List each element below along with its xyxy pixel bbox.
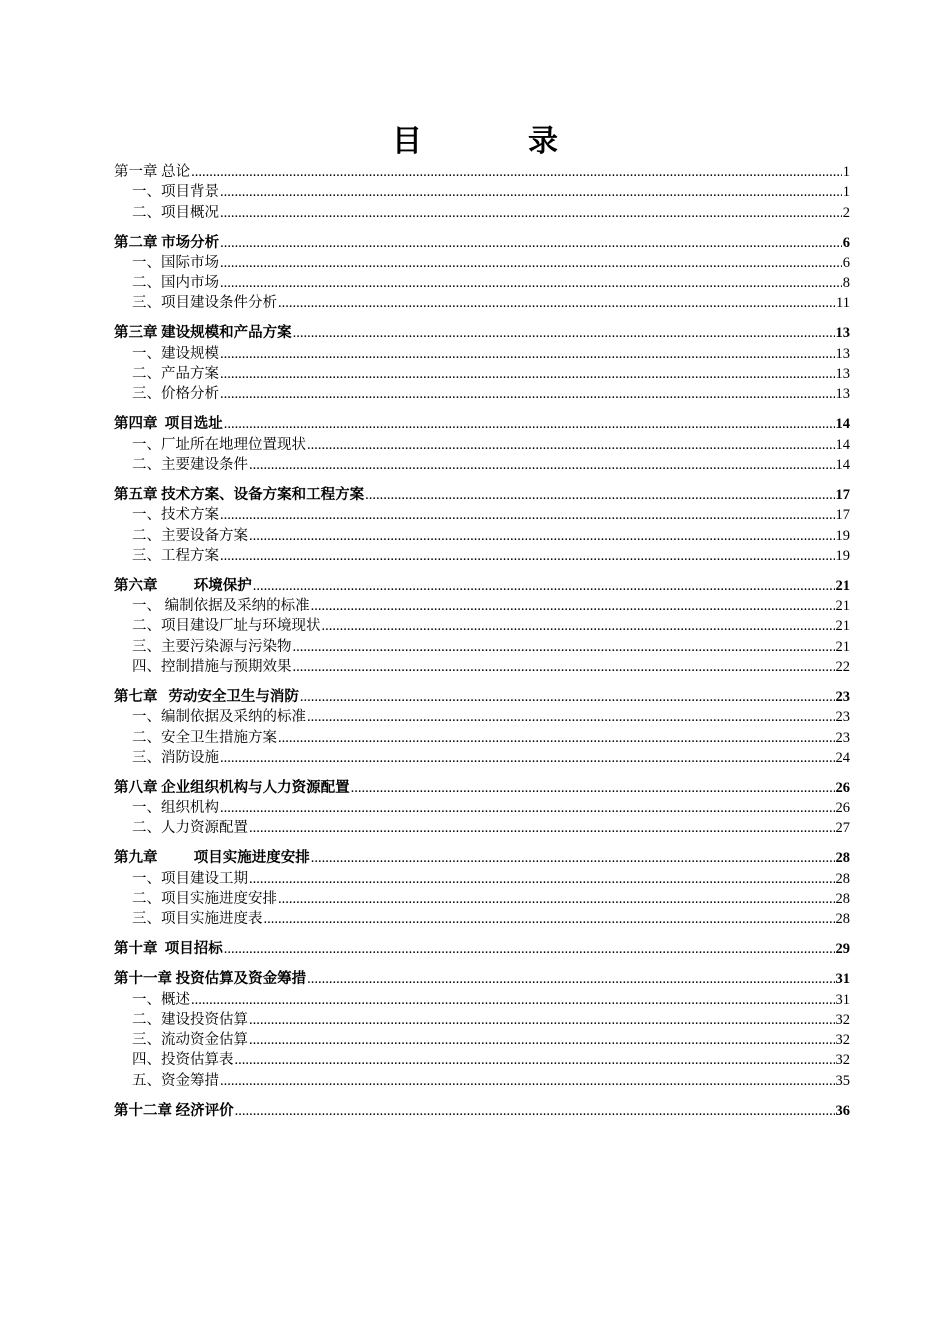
toc-page-number: 19	[835, 547, 850, 564]
toc-leader-dots	[220, 253, 842, 273]
toc-section-entry[interactable]	[114, 364, 850, 384]
toc-entry-label: 第九章 项目实施进度安排	[114, 850, 310, 867]
toc-page-number: 1	[842, 164, 850, 180]
toc-section-entry[interactable]	[114, 728, 850, 748]
toc-page-number: 13	[835, 386, 850, 403]
toc-entry-label: 第四章 项目选址	[114, 416, 223, 433]
toc-section-entry[interactable]	[114, 546, 850, 566]
toc-entry-label: 三、价格分析	[132, 386, 219, 403]
toc-entry-label: 第十一章 投资估算及资金筹措	[114, 971, 307, 988]
toc-leader-dots	[249, 818, 835, 838]
toc-section-entry[interactable]	[114, 990, 850, 1010]
toc-entry-label: 二、产品方案	[132, 366, 219, 383]
toc-entry-label: 一、厂址所在地理位置现状	[132, 436, 306, 453]
toc-leader-dots	[278, 728, 835, 748]
toc-section-entry[interactable]	[114, 748, 850, 768]
toc-section-entry[interactable]	[114, 384, 850, 404]
toc-entry-label: 二、人力资源配置	[132, 820, 248, 837]
toc-leader-dots	[235, 1101, 835, 1121]
toc-entry-label: 一、项目背景	[132, 184, 219, 201]
toc-entry-label: 三、项目实施进度表	[132, 911, 263, 928]
toc-leader-dots	[293, 323, 835, 343]
toc-leader-dots	[311, 596, 835, 616]
toc-page-number: 23	[835, 709, 850, 726]
toc-leader-dots	[307, 969, 834, 989]
toc-page-number: 21	[835, 638, 850, 655]
toc-page-number: 29	[835, 941, 850, 958]
toc-entry-label: 五、资金筹措	[132, 1072, 219, 1089]
toc-page-number: 11	[836, 295, 850, 312]
toc-leader-dots	[220, 203, 842, 223]
toc-entry-label: 一、项目建设工期	[132, 870, 248, 887]
toc-page-number: 19	[835, 527, 850, 544]
toc-entry-label: 四、投资估算表	[132, 1052, 234, 1069]
toc-page-number: 1	[842, 184, 850, 201]
toc-page-number: 23	[835, 729, 850, 746]
toc-entry-label: 四、控制措施与预期效果	[132, 658, 292, 675]
toc-leader-dots	[220, 344, 835, 364]
toc-page-number: 17	[835, 486, 850, 503]
table-of-contents	[114, 162, 850, 1121]
toc-page-number: 31	[835, 991, 850, 1008]
toc-page-number: 6	[842, 254, 850, 271]
toc-page-number: 28	[835, 911, 850, 928]
toc-page-number: 6	[842, 234, 850, 251]
toc-page-number: 28	[835, 870, 850, 887]
toc-page-number: 32	[835, 1052, 850, 1069]
toc-entry-label: 二、国内市场	[132, 275, 219, 292]
toc-leader-dots	[278, 293, 835, 313]
toc-page-number: 26	[835, 779, 850, 796]
toc-chapter-entry[interactable]	[114, 939, 850, 959]
toc-entry-label: 二、安全卫生措施方案	[132, 729, 277, 746]
toc-entry-label: 第十二章 经济评价	[114, 1102, 234, 1119]
toc-leader-dots	[307, 435, 835, 455]
toc-chapter-entry[interactable]	[114, 576, 850, 596]
toc-entry-label: 第七章 劳动安全卫生与消防	[114, 688, 299, 705]
toc-section-entry[interactable]	[114, 344, 850, 364]
toc-chapter-entry[interactable]	[114, 162, 850, 182]
toc-entry-label: 一、概述	[132, 991, 190, 1008]
toc-section-entry[interactable]	[114, 798, 850, 818]
toc-leader-dots	[293, 637, 835, 657]
toc-entry-label: 第三章 建设规模和产品方案	[114, 325, 292, 342]
toc-entry-label: 二、建设投资估算	[132, 1011, 248, 1028]
toc-entry-label: 三、流动资金估算	[132, 1032, 248, 1049]
toc-leader-dots	[253, 576, 835, 596]
toc-leader-dots	[249, 526, 835, 546]
page-title: 目 录	[392, 124, 596, 159]
toc-section-entry[interactable]	[114, 818, 850, 838]
toc-leader-dots	[191, 990, 835, 1010]
toc-entry-label: 一、编制依据及采纳的标准	[132, 709, 306, 726]
toc-leader-dots	[220, 546, 835, 566]
toc-entry-label: 一、技术方案	[132, 507, 219, 524]
toc-page-number: 31	[835, 971, 850, 988]
toc-entry-label: 一、国际市场	[132, 254, 219, 271]
toc-chapter-entry[interactable]	[114, 233, 850, 253]
toc-chapter-entry[interactable]	[114, 848, 850, 868]
toc-chapter-entry[interactable]	[114, 969, 850, 989]
toc-leader-dots	[249, 869, 835, 889]
toc-entry-label: 三、工程方案	[132, 547, 219, 564]
toc-leader-dots	[224, 939, 835, 959]
toc-page-number: 13	[835, 345, 850, 362]
toc-section-entry[interactable]	[114, 253, 850, 273]
toc-leader-dots	[220, 505, 835, 525]
toc-leader-dots	[365, 485, 834, 505]
toc-entry-label: 一、建设规模	[132, 345, 219, 362]
toc-leader-dots	[220, 384, 835, 404]
toc-entry-label: 第二章 市场分析	[114, 234, 220, 251]
toc-page-number: 32	[835, 1011, 850, 1028]
toc-entry-label: 第六章 环境保护	[114, 577, 252, 594]
toc-leader-dots	[249, 1010, 835, 1030]
toc-page-number: 21	[835, 618, 850, 635]
toc-page-number: 2	[842, 204, 850, 221]
toc-leader-dots	[278, 889, 835, 909]
toc-leader-dots	[191, 162, 842, 182]
toc-entry-label: 第八章 企业组织机构与人力资源配置	[114, 779, 350, 796]
toc-entry-label: 一、组织机构	[132, 800, 219, 817]
toc-entry-label: 三、项目建设条件分析	[132, 295, 277, 312]
toc-page-number: 21	[835, 598, 850, 615]
toc-page-number: 35	[835, 1072, 850, 1089]
toc-entry-label: 第十章 项目招标	[114, 941, 223, 958]
toc-entry-label: 二、主要设备方案	[132, 527, 248, 544]
toc-section-entry[interactable]	[114, 1010, 850, 1030]
toc-section-entry[interactable]	[114, 657, 850, 677]
toc-section-entry[interactable]	[114, 455, 850, 475]
toc-page-number: 23	[835, 688, 850, 705]
toc-section-entry[interactable]	[114, 435, 850, 455]
toc-entry-label: 第一章 总论	[114, 164, 191, 180]
toc-chapter-entry[interactable]	[114, 414, 850, 434]
toc-section-entry[interactable]	[114, 526, 850, 546]
toc-entry-label: 三、消防设施	[132, 749, 219, 766]
toc-page-number: 24	[835, 749, 850, 766]
toc-entry-label: 二、项目概况	[132, 204, 219, 221]
toc-page-number: 14	[835, 416, 850, 433]
toc-leader-dots	[300, 687, 835, 707]
toc-leader-dots	[220, 233, 842, 253]
toc-section-entry[interactable]	[114, 203, 850, 223]
toc-entry-label: 二、主要建设条件	[132, 456, 248, 473]
toc-leader-dots	[220, 748, 835, 768]
toc-section-entry[interactable]	[114, 596, 850, 616]
toc-section-entry[interactable]	[114, 505, 850, 525]
toc-leader-dots	[220, 273, 842, 293]
toc-chapter-entry[interactable]	[114, 323, 850, 343]
toc-section-entry[interactable]	[114, 637, 850, 657]
toc-page-number: 27	[835, 820, 850, 837]
toc-section-entry[interactable]	[114, 1030, 850, 1050]
toc-leader-dots	[235, 1050, 835, 1070]
toc-page-number: 13	[835, 366, 850, 383]
toc-leader-dots	[249, 455, 835, 475]
toc-section-entry[interactable]	[114, 707, 850, 727]
toc-section-entry[interactable]	[114, 182, 850, 202]
toc-page-number: 36	[835, 1102, 850, 1119]
toc-leader-dots	[311, 848, 835, 868]
toc-chapter-entry[interactable]	[114, 687, 850, 707]
toc-page-number: 21	[835, 577, 850, 594]
toc-section-entry[interactable]	[114, 293, 850, 313]
toc-leader-dots	[264, 909, 835, 929]
toc-leader-dots	[351, 778, 835, 798]
toc-page-number: 32	[835, 1032, 850, 1049]
toc-section-entry[interactable]	[114, 616, 850, 636]
toc-entry-label: 第五章 技术方案、设备方案和工程方案	[114, 486, 365, 503]
toc-section-entry[interactable]	[114, 909, 850, 929]
toc-section-entry[interactable]	[114, 889, 850, 909]
toc-section-entry[interactable]	[114, 1071, 850, 1091]
toc-chapter-entry[interactable]	[114, 1101, 850, 1121]
toc-page-number: 28	[835, 891, 850, 907]
toc-leader-dots	[220, 182, 842, 202]
toc-page-number: 8	[842, 275, 850, 292]
toc-entry-label: 二、项目实施进度安排	[132, 891, 277, 907]
toc-page-number: 13	[835, 325, 850, 342]
toc-section-entry[interactable]	[114, 869, 850, 889]
toc-page-number: 17	[835, 507, 850, 524]
toc-section-entry[interactable]	[114, 273, 850, 293]
toc-leader-dots	[293, 657, 835, 677]
toc-entry-label: 二、项目建设厂址与环境现状	[132, 618, 321, 635]
toc-page-number: 14	[835, 436, 850, 453]
toc-chapter-entry[interactable]	[114, 485, 850, 505]
toc-page-number: 14	[835, 456, 850, 473]
toc-leader-dots	[220, 364, 835, 384]
toc-leader-dots	[224, 414, 835, 434]
toc-entry-label: 三、主要污染源与污染物	[132, 638, 292, 655]
toc-leader-dots	[220, 1071, 835, 1091]
toc-section-entry[interactable]	[114, 1050, 850, 1070]
toc-page-number: 22	[835, 658, 850, 675]
toc-chapter-entry[interactable]	[114, 778, 850, 798]
toc-page-number: 26	[835, 800, 850, 817]
toc-leader-dots	[322, 616, 835, 636]
toc-entry-label: 一、 编制依据及采纳的标准	[132, 598, 310, 615]
toc-leader-dots	[307, 707, 835, 727]
toc-page-number: 28	[835, 850, 850, 867]
toc-leader-dots	[220, 798, 835, 818]
toc-leader-dots	[249, 1030, 835, 1050]
